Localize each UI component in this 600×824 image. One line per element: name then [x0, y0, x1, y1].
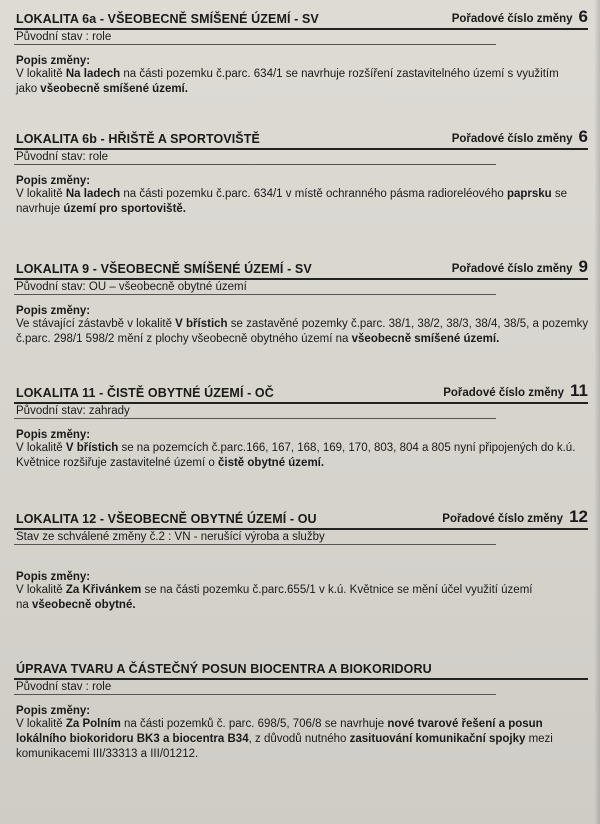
- description-emphasis: čistě obytné území.: [217, 457, 325, 469]
- description-text: V lokalitě: [16, 584, 66, 596]
- change-description: [16, 441, 588, 471]
- section-title: LOKALITA 6b - HŘIŠTĚ A SPORTOVIŠTĚ: [16, 132, 260, 146]
- change-number-label: Pořadové číslo změny: [451, 13, 573, 25]
- change-number-group: [443, 381, 588, 401]
- original-state: Původní stav : role: [14, 681, 496, 695]
- description-emphasis: Na ladech: [65, 188, 121, 200]
- original-state: Původní stav : role: [14, 31, 496, 45]
- section-header: [14, 8, 588, 30]
- description-text: na části pozemku č.parc. 634/1 se navrhuje rozšíření zastavitelného území s využitím jako: [16, 68, 559, 95]
- change-number-group: [452, 7, 588, 27]
- section-title: LOKALITA 11 - ČISTĚ OBYTNÉ ÚZEMÍ - OČ: [16, 386, 274, 400]
- section-lokalita-6a: [14, 8, 588, 97]
- original-state: Původní stav: OU – všeobecně obytné území: [14, 281, 496, 295]
- section-lokalita-6b: [14, 128, 588, 217]
- description-emphasis: Za Polním: [65, 718, 121, 730]
- description-emphasis: paprsku: [506, 188, 552, 200]
- change-heading: Popis změny:: [16, 429, 91, 441]
- description-emphasis: všeobecně smíšené území.: [40, 83, 188, 95]
- description-text: se na části pozemku č.parc.655/1 v k.ú. Květnice se mění účel využití území na: [16, 584, 533, 611]
- description-emphasis: všeobecně obytné.: [32, 599, 136, 611]
- change-description: [16, 67, 568, 97]
- description-text: V lokalitě: [16, 718, 66, 730]
- change-number-label: Pořadové číslo změny: [451, 133, 573, 145]
- section-title: LOKALITA 12 - VŠEOBECNĚ OBYTNÉ ÚZEMÍ - OU: [16, 512, 317, 526]
- description-text: V lokalitě: [16, 68, 66, 80]
- description-text: , z důvodů nutného: [248, 733, 350, 745]
- change-number: 9: [578, 257, 588, 276]
- section-title: LOKALITA 9 - VŠEOBECNĚ SMÍŠENÉ ÚZEMÍ - SV: [16, 262, 312, 276]
- description-emphasis: nové tvarové řešení a posun lokálního biokoridoru BK3 a biocentra B34: [16, 718, 543, 745]
- change-heading: Popis změny:: [16, 175, 91, 187]
- description-emphasis: Za Křivánkem: [65, 584, 142, 596]
- description-emphasis: všeobecně smíšené území.: [351, 333, 500, 345]
- page-edge-shadow: [594, 0, 600, 824]
- change-heading: Popis změny:: [16, 705, 91, 717]
- section-header: [14, 128, 588, 150]
- section-header: [14, 508, 588, 530]
- description-text: Ve stávající zástavbě v lokalitě: [16, 318, 176, 330]
- change-number-group: [452, 257, 588, 277]
- change-number-label: Pořadové číslo změny: [451, 263, 573, 275]
- original-state: Původní stav: zahrady: [14, 405, 496, 419]
- section-header: [14, 658, 588, 680]
- original-state: Původní stav: role: [14, 151, 496, 165]
- change-description: [16, 187, 584, 217]
- description-text: se na pozemcích č.parc.166, 167, 168, 169, 170, 803, 804 a 805 nyní připojených do k.ú. Květnice rozšiřuje zastavitelné území o: [16, 442, 576, 469]
- description-emphasis: Na ladech: [65, 68, 121, 80]
- section-title: ÚPRAVA TVARU A ČÁSTEČNÝ POSUN BIOCENTRA A BIOKORIDORU: [16, 662, 432, 676]
- description-text: V lokalitě: [16, 188, 66, 200]
- change-number-label: Pořadové číslo změny: [442, 513, 564, 525]
- description-emphasis: V břístich: [175, 318, 228, 330]
- original-state: Stav ze schválené změny č.2 : VN - nerušící výroba a služby: [14, 531, 496, 545]
- change-number-group: [452, 127, 588, 147]
- description-emphasis: zasituování komunikační spojky: [349, 733, 526, 745]
- description-emphasis: V břístich: [65, 442, 119, 454]
- change-number-group: [442, 507, 588, 527]
- description-text: mezi komunikacemi III/33313 a III/01212.: [16, 733, 553, 760]
- change-heading: Popis změny:: [16, 305, 91, 317]
- change-description: [16, 717, 590, 762]
- change-number: 12: [569, 507, 588, 526]
- change-description: [16, 317, 590, 347]
- section-lokalita-11: [14, 382, 588, 471]
- description-text: se navrhuje: [16, 188, 568, 215]
- section-header: [14, 382, 588, 404]
- description-emphasis: území pro sportoviště.: [63, 203, 186, 215]
- change-number: 6: [578, 127, 588, 146]
- section-lokalita-12: [14, 508, 588, 613]
- section-biocentrum: [14, 658, 588, 762]
- section-title: LOKALITA 6a - VŠEOBECNĚ SMÍŠENÉ ÚZEMÍ - SV: [16, 12, 319, 26]
- change-heading: Popis změny:: [16, 55, 91, 67]
- change-number: 11: [570, 381, 588, 400]
- change-number-label: Pořadové číslo změny: [443, 387, 565, 399]
- change-number: 6: [578, 7, 588, 26]
- change-description: [16, 583, 546, 613]
- description-text: na části pozemku č.parc. 634/1 v místě ochranného pásma radioreléového: [120, 188, 507, 200]
- change-heading: Popis změny:: [16, 571, 91, 583]
- section-lokalita-9: [14, 258, 588, 347]
- description-text: se zastavěné pozemky č.parc. 38/1, 38/2, 38/3, 38/4, 38/5, a pozemky č.parc. 298/1 598/2 mění z plochy všeobecně obytného území na: [16, 318, 589, 345]
- description-text: V lokalitě: [16, 442, 66, 454]
- section-header: [14, 258, 588, 280]
- description-text: na části pozemků č. parc. 698/5, 706/8 se navrhuje: [120, 718, 388, 730]
